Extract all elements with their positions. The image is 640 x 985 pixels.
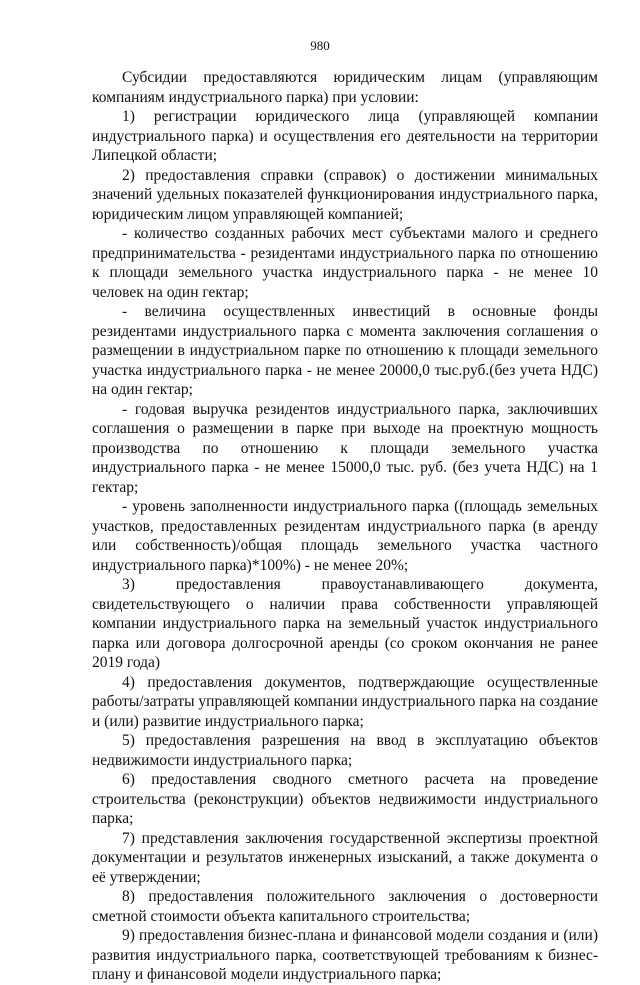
paragraph-condition-1: 1) регистрации юридического лица (управляющей компании индустриального парка) и осуществления его деятельности на территории Липецкой области; <box>92 108 598 164</box>
document-body <box>92 68 598 985</box>
paragraph-condition-8: 8) предоставления положительного заключения о достоверности сметной стоимости объекта капитального строительства; <box>92 888 598 925</box>
page-number: 980 <box>310 38 330 53</box>
paragraph-condition-7: 7) представления заключения государственной экспертизы проектной документации и результатов инженерных изысканий, а также документа о её утверждении; <box>92 829 598 886</box>
paragraph-condition-2: 2) предоставления справки (справок) о достижении минимальных значений удельных показателей функционирования индустриального парка, юридическим лицом управляющей компанией; <box>92 166 598 223</box>
paragraph-condition-5: 5) предоставления разрешения на ввод в эксплуатацию объектов недвижимости индустриального парка; <box>92 732 598 769</box>
paragraph-condition-3: 3) предоставления правоустанавливающего документа, свидетельствующего о наличии права собственности управляющей компании индустриального парка на земельный участок индустриального парка или договора долгосрочной аренды (со сроком окончания не ранее 2019 года) <box>92 576 598 671</box>
paragraph-condition-4: 4) предоставления документов, подтверждающие осуществленные работы/затраты управляющей компании индустриального парка на создание и (или) развитие индустриального парка; <box>92 673 598 730</box>
paragraph-condition-6: 6) предоставления сводного сметного расчета на проведение строительства (реконструкции) объектов недвижимости индустриального парка; <box>92 771 598 827</box>
paragraph-indicator-occupancy: - уровень заполненности индустриального парка ((площадь земельных участков, предоставленных резидентам индустриального парка (в аренду или собственность)/общая площадь земельного участка частного индустриального парка)*100%) - не менее 20%; <box>92 498 598 574</box>
paragraph-indicator-jobs: - количество созданных рабочих мест субъектами малого и среднего предпринимательства - резидентами индустриального парка по отношению к площади земельного участка индустриального парка - не менее 10 человек на один гектар; <box>92 225 598 301</box>
paragraph-intro: Субсидии предоставляются юридическим лицам (управляющим компаниям индустриального парка) при условии: <box>92 69 598 106</box>
paragraph-condition-9: 9) предоставления бизнес-плана и финансовой модели создания и (или) развития индустриального парка, соответствующей требованиям к бизнес-плану и финансовой модели индустриального парка; <box>92 927 598 983</box>
paragraph-indicator-revenue: - годовая выручка резидентов индустриального парка, заключивших соглашения о размещении в парке при выходе на проектную мощность производства по отношению к площади земельного участка индустриального парка - не менее 15000,0 тыс. руб. (без учета НДС) на 1 гектар; <box>92 400 598 496</box>
paragraph-indicator-investments: - величина осуществленных инвестиций в основные фонды резидентами индустриального парка с момента заключения соглашения о размещении в индустриальном парке по отношению к площади земельного участка индустриального парка - не менее 20000,0 тыс.руб.(без учета НДС) на один гектар; <box>92 303 598 398</box>
